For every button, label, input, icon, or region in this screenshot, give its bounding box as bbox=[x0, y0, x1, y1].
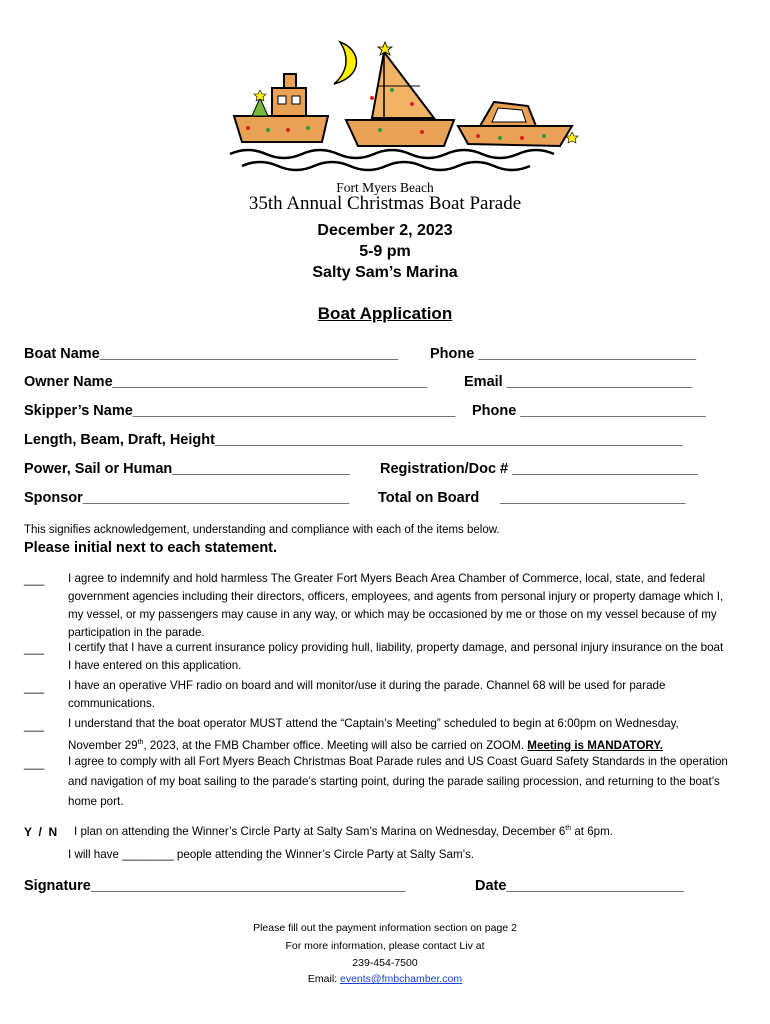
owner-name-field[interactable]: Owner Name_______________________________________ bbox=[24, 374, 428, 390]
contact-info: For more information, please contact Liv at bbox=[285, 940, 485, 952]
skipper-name-field[interactable]: Skipper’s Name________________________________________ bbox=[24, 403, 456, 419]
statement-vhf-radio: I have an operative VHF radio on board and will monitor/use it during the parade. Channel 68 will be used for parade communications. bbox=[68, 679, 666, 710]
contact-phone: 239-454-7500 bbox=[352, 957, 418, 969]
date-field[interactable]: Date______________________ bbox=[475, 878, 684, 894]
payment-note: Please fill out the payment information section on page 2 bbox=[253, 922, 517, 934]
initial-blank-4[interactable]: ___ bbox=[24, 718, 45, 732]
mandatory-notice: Meeting is MANDATORY. bbox=[527, 738, 663, 752]
event-date: December 2, 2023 bbox=[317, 222, 453, 239]
party-attendance-text: I plan on attending the Winner’s Circle Party at Salty Sam’s Marina on Wednesday, December 6th at 6pm. bbox=[74, 825, 613, 838]
initial-blank-5[interactable]: ___ bbox=[24, 756, 45, 770]
statement-rules: I agree to comply with all Fort Myers Beach Christmas Boat Parade rules and US Coast Guard Safety Standards in the operation and navigation of my boat sailing to the parade’s starting point, during the parade sailing procession, and returning to the boat’s home port. bbox=[68, 755, 728, 808]
statement-indemnify: I agree to indemnify and hold harmless The Greater Fort Myers Beach Area Chamber of Commerce, local, state, and federal government agencies including their directors, officers, employees, and agents from personal injury or property damage which I, my vessel, or my passengers may cause in any way, or which may be occasioned by me or those on my vessel because of my participation in the parade. bbox=[68, 572, 724, 639]
email-link[interactable]: events@fmbchamber.com bbox=[339, 973, 463, 985]
form-title: Boat Application bbox=[317, 304, 453, 323]
phone-field[interactable]: Phone ___________________________ bbox=[430, 346, 697, 362]
statement-insurance: I certify that I have a current insurance policy providing hull, liability, property damage, and personal injury insurance on the boat I have entered on this application. bbox=[68, 641, 724, 672]
initial-blank-1[interactable]: ___ bbox=[24, 572, 45, 586]
town-name: Fort Myers Beach bbox=[336, 180, 434, 195]
dimensions-field[interactable]: Length, Beam, Draft, Height__________________________________________________________ bbox=[24, 432, 683, 448]
email-field[interactable]: Email _______________________ bbox=[464, 374, 693, 390]
statement-captains-meeting: I understand that the boat operator MUST attend the “Captain’s Meeting” scheduled to begin at 6:00pm on Wednesday, November 29th, 2023, at the FMB Chamber office. Meeting will also be carried on ZOOM. Meeting is MANDATORY. bbox=[68, 717, 679, 752]
event-title: 35th Annual Christmas Boat Parade bbox=[248, 193, 522, 214]
yes-no-choice[interactable]: Y / N bbox=[24, 825, 58, 839]
power-type-field[interactable]: Power, Sail or Human______________________ bbox=[24, 461, 350, 477]
boat-name-field[interactable]: Boat Name_____________________________________ bbox=[24, 346, 399, 362]
total-on-board-field[interactable]: _______________________ bbox=[500, 490, 686, 506]
event-venue: Salty Sam’s Marina bbox=[312, 264, 458, 281]
speedboat-icon bbox=[458, 102, 578, 146]
sailboat-icon bbox=[346, 42, 454, 146]
initial-heading: Please initial next to each statement. bbox=[24, 540, 278, 556]
party-count-field[interactable]: I will have ________ people attending the Winner’s Circle Party at Salty Sam’s. bbox=[68, 848, 475, 861]
initial-blank-2[interactable]: ___ bbox=[24, 641, 45, 655]
contact-email-line: Email: events@fmbchamber.com bbox=[307, 973, 463, 985]
moon-icon bbox=[334, 42, 357, 84]
acknowledgement-text: This signifies acknowledgement, understanding and compliance with each of the items below. bbox=[24, 524, 500, 536]
signature-field[interactable]: Signature_______________________________________ bbox=[24, 878, 406, 894]
boat-parade-logo bbox=[222, 38, 582, 188]
waves-icon bbox=[230, 150, 554, 170]
event-time: 5-9 pm bbox=[359, 243, 411, 260]
skipper-phone-field[interactable]: Phone _______________________ bbox=[472, 403, 706, 419]
total-on-board-label: Total on Board bbox=[378, 490, 480, 506]
initial-blank-3[interactable]: ___ bbox=[24, 680, 45, 694]
sponsor-field[interactable]: Sponsor_________________________________ bbox=[24, 490, 349, 506]
tugboat-icon bbox=[234, 74, 328, 142]
registration-field[interactable]: Registration/Doc # _______________________ bbox=[380, 461, 698, 477]
